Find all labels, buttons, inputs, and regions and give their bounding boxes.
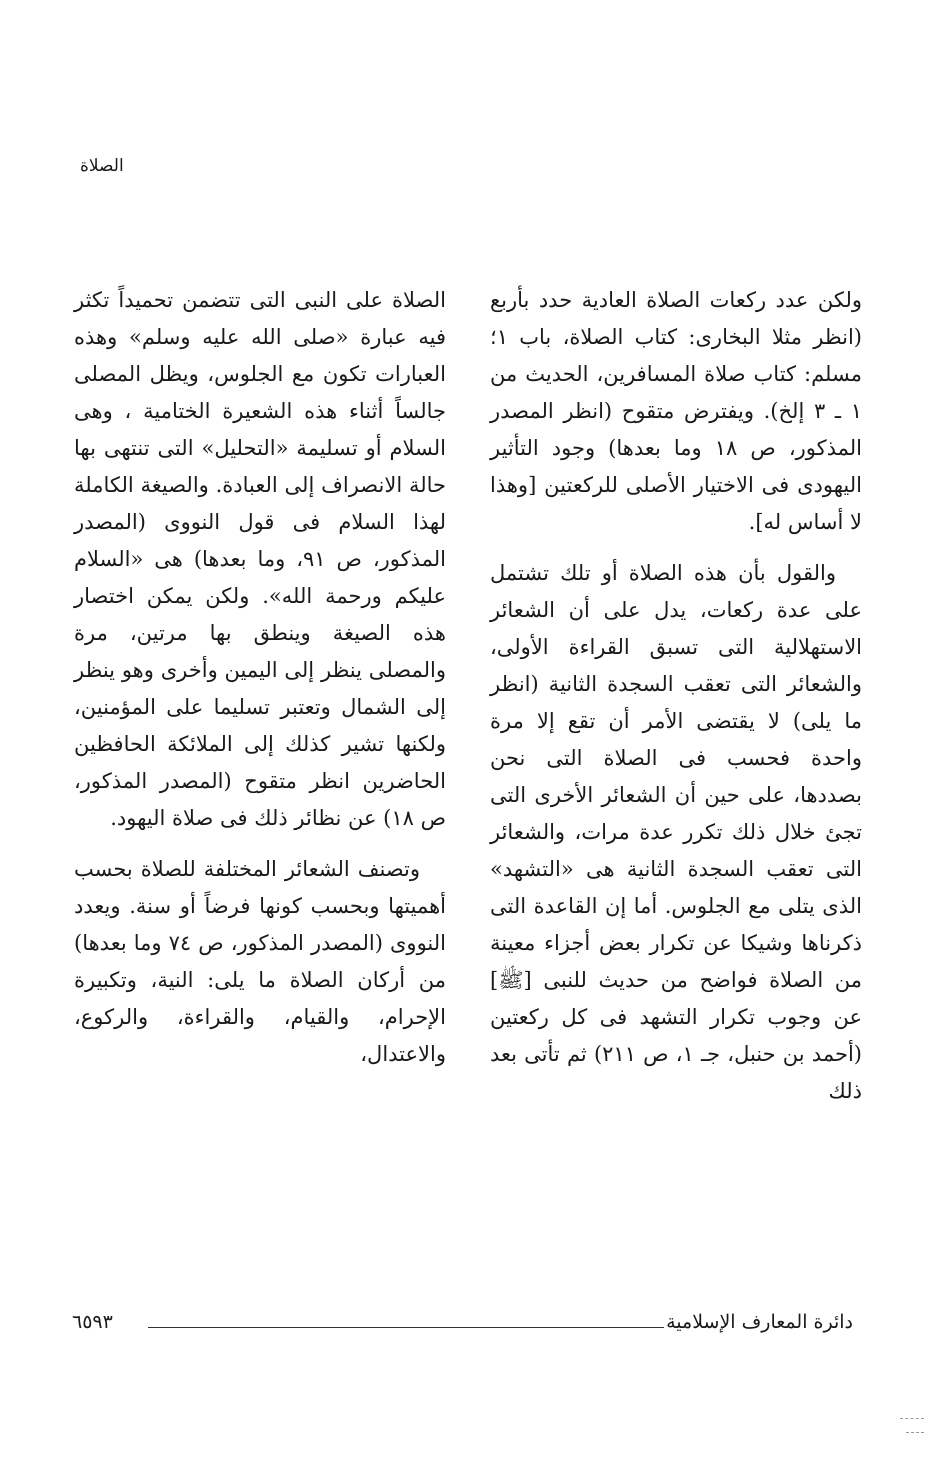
paragraph: ولكن عدد ركعات الصلاة العادية حدد بأربع (انظر مثلا البخارى: كتاب الصلاة، باب ١؛ مسلم: كتاب صلاة المسافرين، الحديث من ١ ـ ٣ إلخ). ويفترض متقوح (انظر المصدر المذكور، ص ١٨ وما بعدها) وجود التأثير اليهودى فى الاختيار الأصلى للركعتين [وهذا لا أساس له]. xyxy=(490,288,862,534)
footer-publication-title: دائرة المعارف الإسلامية xyxy=(666,1311,853,1333)
scan-margin-mark xyxy=(906,1432,924,1433)
paragraph: والقول بأن هذه الصلاة أو تلك تشتمل على عدة ركعات، يدل على أن الشعائر الاستهلالية التى تسبق القراءة الأولى، والشعائر التى تعقب السجدة الثانية (انظر ما يلى) لا يقتضى الأمر أن تقع إلا مرة واحدة فحسب فى الصلاة التى نحن بصددها، على حين أن الشعائر الأخرى التى تجئ خلال ذلك تكرر عدة مرات، والشعائر التى تعقب السجدة الثانية هى «التشهد» الذى يتلى مع الجلوس. أما إن القاعدة التى ذكرناها وشيكا عن تكرار بعض أجزاء معينة من الصلاة فواضح من حديث للنبى [ﷺ] عن وجوب تكرار التشهد فى كل ركعتين (أحمد بن حنبل، جـ ١، ص ٢١١) ثم تأتى بعد ذلك xyxy=(490,561,862,1103)
scan-margin-mark xyxy=(900,1418,924,1419)
paragraph: وتصنف الشعائر المختلفة للصلاة بحسب أهميتها وبحسب كونها فرضاً أو سنة. ويعدد النووى (المصدر المذكور، ص ٧٤ وما بعدها) من أركان الصلاة ما يلى: النية، وتكبيرة الإحرام، والقيام، والقراءة، والركوع، والاعتدال، xyxy=(74,857,446,1066)
page-number: ٦٥٩٣ xyxy=(72,1311,113,1333)
running-header-title: الصلاة xyxy=(80,156,124,176)
paragraph: الصلاة على النبى التى تتضمن تحميداً تكثر فيه عبارة «صلى الله عليه وسلم» وهذه العبارات تكون مع الجلوس، ويظل المصلى جالساً أثناء هذه الشعيرة الختامية ، وهى السلام أو تسليمة «التحليل» التى تنتهى بها حالة الانصراف إلى العبادة. والصيغة الكاملة لهذا السلام فى قول النووى (المصدر المذكور، ص ٩١، وما بعدها) هى «السلام عليكم ورحمة الله». ولكن يمكن اختصار هذه الصيغة وينطق بها مرتين، مرة والمصلى ينظر إلى اليمين وأخرى وهو ينظر إلى الشمال وتعتبر تسليما على المؤمنين، ولكنها تشير كذلك إلى الملائكة الحافظين الحاضرين انظر متقوح (المصدر المذكور، ص ١٨) عن نظائر ذلك فى صلاة اليهود. xyxy=(74,288,447,830)
text-column-left xyxy=(74,282,446,1073)
text-column-right xyxy=(490,282,862,1110)
footer-divider xyxy=(148,1327,664,1328)
